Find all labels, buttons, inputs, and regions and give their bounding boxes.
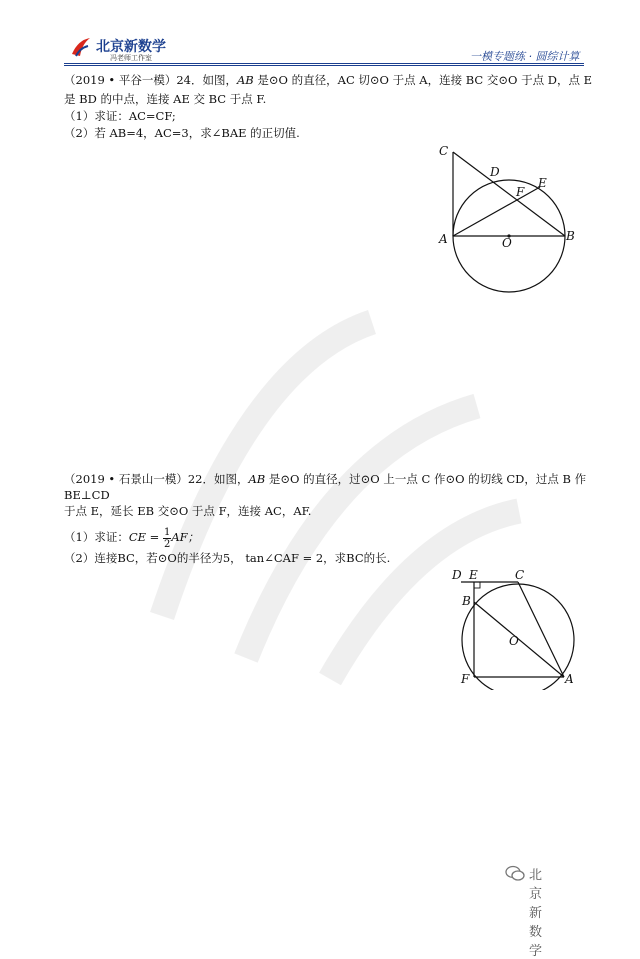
figure1-CB	[453, 152, 565, 236]
label-D: D	[490, 165, 500, 179]
wechat-icon	[505, 865, 525, 882]
fraction-denominator: 2	[163, 538, 171, 550]
header-rule	[64, 63, 584, 64]
label2-D: D	[452, 568, 462, 582]
figure2-right-angle	[474, 582, 480, 588]
label2-F: F	[461, 672, 470, 686]
label2-O: O	[509, 634, 519, 648]
header-rule-2	[64, 65, 584, 66]
problem2-q1-lhs: CE =	[128, 530, 160, 544]
problem1-line1: （2019 • 平谷一模）24．如图，AB 是⊙O 的直径，AC 切⊙O 于点 A，连接 BC 交⊙O 于点 D，点 E	[64, 73, 592, 87]
logo	[68, 34, 178, 62]
problem2-line3: 于点 E，延长 EB 交⊙O 于点 F，连接 AC，AF.	[64, 504, 312, 518]
label-O: O	[502, 236, 512, 250]
figure2	[445, 565, 585, 690]
figure2-AB	[474, 602, 564, 677]
problem1-source: （2019 • 平谷一模）24．如图，	[64, 73, 237, 87]
logo-icon	[68, 34, 94, 60]
problem1-q1: （1）求证：AC=CF;	[64, 109, 176, 123]
problem1-line2: 是 BD 的中点，连接 AE 交 BC 于点 F.	[64, 92, 267, 106]
problem2-q2: （2）连接BC，若⊙O的半径为5， tan∠CAF = 2，求BC的长.	[64, 551, 391, 565]
label2-B: B	[462, 594, 471, 608]
label-C: C	[439, 144, 449, 158]
label2-C: C	[515, 568, 525, 582]
problem2-source: （2019 • 石景山一模）22．如图，	[64, 472, 249, 486]
problem2-line2: BE⊥CD	[64, 488, 110, 502]
problem1-q2: （2）若 AB=4，AC=3，求∠BAE 的正切值.	[64, 126, 300, 140]
label-B: B	[566, 229, 575, 243]
figure1	[430, 140, 580, 300]
problem2-q1-rhs: AF；	[171, 530, 200, 544]
problem2-q1-prefix: （1）求证：	[64, 530, 129, 544]
figure2-AC	[518, 582, 564, 677]
figure1-AE	[453, 187, 540, 236]
problem2-line1: （2019 • 石景山一模）22．如图，AB 是⊙O 的直径，过⊙O 上一点 C 作⊙O 的切线 CD，过点 B 作	[64, 472, 587, 486]
label2-E: E	[469, 568, 478, 582]
logo-subtitle: 冯老师工作室	[110, 54, 152, 62]
footer-brand-text: 北京新数学	[529, 868, 543, 959]
problem2-q1	[64, 524, 199, 550]
header-title: 一模专题练 · 圆综计算	[470, 50, 580, 63]
fraction-numerator: 1	[163, 526, 171, 538]
label-E: E	[538, 176, 547, 190]
label2-A: A	[565, 672, 574, 686]
label-F: F	[516, 185, 525, 199]
logo-title: 北京新数学	[96, 39, 166, 55]
problem1-line1-rest: 是⊙O 的直径，AC 切⊙O 于点 A，连接 BC 交⊙O 于点 D，点 E	[257, 73, 592, 87]
problem2-line1-rest: 是⊙O 的直径，过⊙O 上一点 C 作⊙O 的切线 CD，过点 B 作	[268, 472, 587, 486]
label-A: A	[439, 232, 448, 246]
